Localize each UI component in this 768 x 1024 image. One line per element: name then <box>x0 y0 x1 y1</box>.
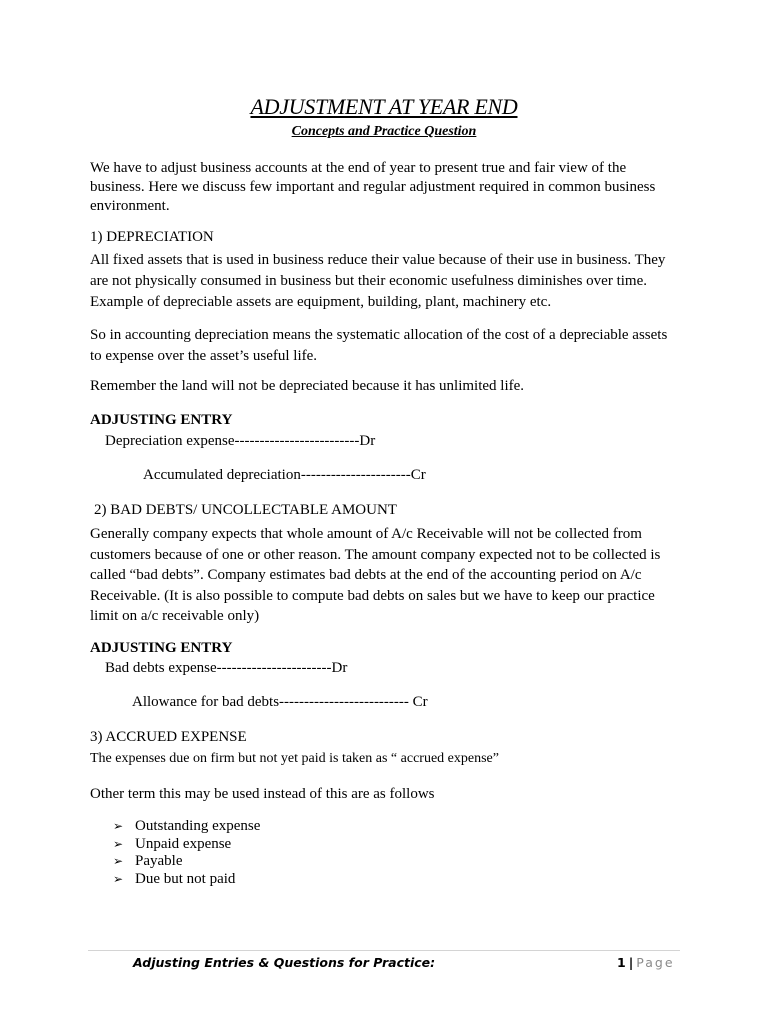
bad-debts-entry-heading: ADJUSTING ENTRY <box>90 640 233 656</box>
page-title: ADJUSTMENT AT YEAR END <box>250 94 518 119</box>
bad-debts-paragraph: Generally company expects that whole amount of A/c Receivable will not be collected from customers because of one or other reason. The amount company expected not to be collected is called “bad debts”. Company estimates bad debts at the end of the accounting period on A/c Receivable. (It is also possible to compute bad debts on sales but we have to keep our practice limit on a/c receivable only) <box>90 526 661 625</box>
page-label: Page <box>636 955 675 970</box>
page-separator: | <box>628 955 634 970</box>
bad-debts-entry-debit: Bad debts expense-----------------------Dr <box>105 660 348 676</box>
list-item: ➢ Payable <box>113 853 183 869</box>
list-item: ➢ Outstanding expense <box>113 818 261 834</box>
intro-paragraph: We have to adjust business accounts at the end of year to present true and fair view of the business. Here we discuss few important and regular adjustment required in common business environment. <box>90 160 656 214</box>
depreciation-entry-debit: Depreciation expense-------------------------Dr <box>105 433 376 449</box>
arrow-bullet-icon: ➢ <box>113 836 124 851</box>
page-subtitle: Concepts and Practice Question <box>291 124 477 139</box>
footer-title: Adjusting Entries & Questions for Practice: <box>133 955 436 970</box>
footer-page-indicator <box>617 955 675 970</box>
other-terms-intro: Other term this may be used instead of this are as follows <box>90 786 435 802</box>
footer-divider <box>88 950 680 951</box>
depreciation-heading: 1) DEPRECIATION <box>90 229 214 245</box>
list-item: ➢ Unpaid expense <box>113 835 232 852</box>
list-item: ➢ Due but not paid <box>113 870 236 887</box>
depreciation-entry-heading: ADJUSTING ENTRY <box>90 412 233 428</box>
accrued-expense-definition: The expenses due on firm but not yet paid is taken as “ accrued expense” <box>90 751 499 766</box>
depreciation-paragraph: All fixed assets that is used in business reduce their value because of their use in business. They are not physically consumed in business but their economic usefulness diminishes over time. Example of depreciable assets are equipment, building, plant, machinery etc. <box>90 252 666 310</box>
accrued-expense-heading: 3) ACCRUED EXPENSE <box>90 729 247 745</box>
bad-debts-entry-credit: Allowance for bad debts-------------------------- Cr <box>132 694 428 710</box>
page-number: 1 <box>617 955 626 970</box>
other-terms-list <box>113 818 260 888</box>
bad-debts-heading: 2) BAD DEBTS/ UNCOLLECTABLE AMOUNT <box>94 502 397 518</box>
arrow-bullet-icon: ➢ <box>113 871 124 886</box>
arrow-bullet-icon: ➢ <box>113 819 124 833</box>
land-note: Remember the land will not be depreciated because it has unlimited life. <box>90 378 525 394</box>
depreciation-entry-credit: Accumulated depreciation----------------------Cr <box>143 467 426 483</box>
depreciation-definition: So in accounting depreciation means the systematic allocation of the cost of a depreciable assets to expense over the asset’s useful life. <box>90 327 668 364</box>
arrow-bullet-icon: ➢ <box>113 854 124 868</box>
